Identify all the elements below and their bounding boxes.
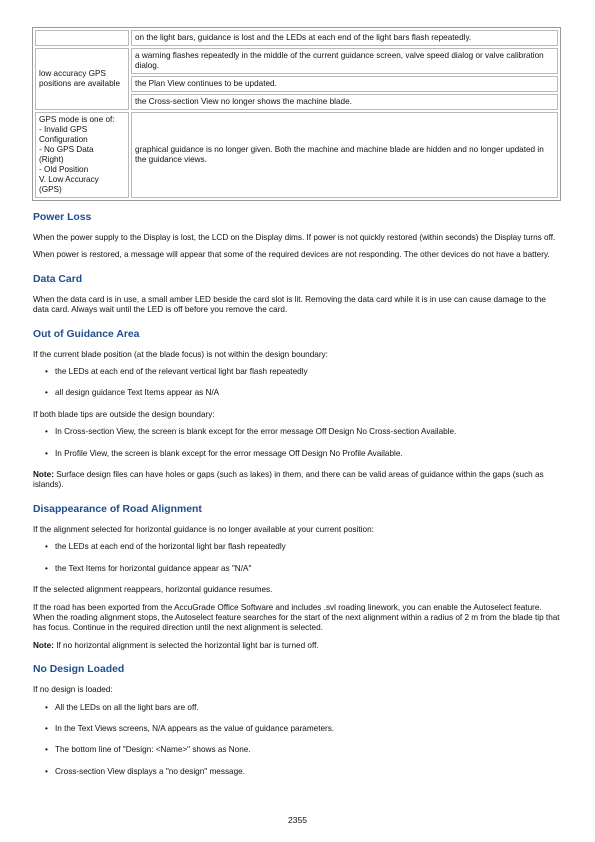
table-cell-empty [35, 30, 129, 46]
list-item-text: the LEDs at each end of the horizontal light bar flash repeatedly [55, 542, 286, 552]
list-item-text: In Cross-section View, the screen is blank except for the error message Off Design No Cross-section Available. [55, 427, 457, 437]
note-label: Note: [33, 470, 54, 480]
paragraph: If no design is loaded: [33, 685, 113, 695]
main-content [33, 211, 561, 788]
bullet-icon: • [45, 563, 48, 573]
bullet-icon: • [45, 542, 48, 552]
list-item [33, 703, 561, 713]
paragraph: If the selected alignment reappears, horizontal guidance resumes. [33, 585, 273, 595]
bullet-icon: • [45, 766, 48, 776]
condition-line: V. Low Accuracy [39, 175, 99, 184]
note-text: If no horizontal alignment is selected the horizontal light bar is turned off. [53, 640, 319, 650]
paragraph: If the alignment selected for horizontal guidance is no longer available at your current position: [33, 524, 374, 534]
list-item [33, 388, 561, 398]
bullet-list [33, 367, 561, 399]
list-item [33, 724, 561, 734]
page-number: 2355 [287, 815, 308, 825]
bullet-icon: • [45, 367, 48, 377]
section-heading-out-of-guidance: Out of Guidance Area [33, 328, 140, 340]
table-row [35, 112, 558, 198]
list-item-text: The bottom line of "Design: <Name>" shows as None. [55, 745, 251, 755]
list-item [33, 449, 561, 459]
list-item [33, 542, 561, 552]
condition-line: - Old Position [39, 165, 89, 174]
condition-line: (Right) [39, 155, 64, 164]
note-paragraph [33, 470, 561, 491]
section-heading-data-card: Data Card [33, 273, 83, 285]
list-item-text: All the LEDs on all the light bars are off. [55, 702, 199, 712]
list-item [33, 427, 561, 437]
paragraph: If both blade tips are outside the design boundary: [33, 409, 215, 419]
list-item [33, 745, 561, 755]
condition-line: - Invalid GPS [39, 125, 88, 134]
list-item [33, 367, 561, 377]
table-cell: the Cross-section View no longer shows the machine blade. [131, 94, 558, 110]
paragraph: When the data card is in use, a small amber LED beside the card slot is lit. Removing the data card while it is in use can cause damage to the data card. Always wait until the LED is off before you remove the card. [33, 294, 546, 315]
bullet-icon: • [45, 427, 48, 437]
list-item-text: In the Text Views screens, N/A appears as the value of guidance parameters. [55, 723, 335, 733]
list-item-text: the LEDs at each end of the relevant vertical light bar flash repeatedly [55, 367, 308, 377]
list-item [33, 564, 561, 574]
list-item-text: all design guidance Text Items appear as N/A [55, 388, 220, 398]
list-item-text: Cross-section View displays a "no design" message. [55, 766, 245, 776]
bullet-list [33, 703, 561, 778]
bullet-icon: • [45, 448, 48, 458]
note-text: Surface design files can have holes or gaps (such as lakes) in them, and there can be valid areas of guidance within the gaps (such as islands). [33, 470, 544, 490]
paragraph: If the current blade position (at the blade focus) is not within the design boundary: [33, 349, 328, 359]
condition-line: Configuration [39, 135, 88, 144]
bullet-list [33, 427, 561, 459]
list-item-text: In Profile View, the screen is blank except for the error message Off Design No Profile Available. [55, 448, 403, 458]
list-item-text: the Text Items for horizontal guidance appear as "N/A" [55, 563, 252, 573]
table-cell-condition [35, 112, 129, 198]
table-cell: on the light bars, guidance is lost and the LEDs at each end of the light bars flash repeatedly. [131, 30, 558, 46]
note-label: Note: [33, 640, 54, 650]
bullet-icon: • [45, 388, 48, 398]
condition-line: - No GPS Data [39, 145, 94, 154]
table-cell: the Plan View continues to be updated. [131, 76, 558, 92]
paragraph: If the road has been exported from the AccuGrade Office Software and includes .svl roading linework, you can enable the Autoselect feature. When the roading alignment stops, the Autoselect feature searches for the start of the next alignment within a radius of 2 m from the blade tip that has focus. Continue in the required direction until the next alignment is selected. [33, 602, 560, 633]
section-heading-power-loss: Power Loss [33, 212, 92, 223]
list-item [33, 767, 561, 777]
bullet-icon: • [45, 723, 48, 733]
section-heading-no-design: No Design Loaded [33, 664, 125, 676]
table-cell: graphical guidance is no longer given. Both the machine and machine blade are hidden and no longer updated in the guidance views. [131, 112, 558, 198]
gps-status-table [32, 27, 561, 201]
section-heading-road-alignment: Disappearance of Road Alignment [33, 503, 202, 515]
table-row [35, 48, 558, 74]
table-row [35, 30, 558, 46]
note-paragraph [33, 641, 561, 651]
condition-line: (GPS) [39, 185, 62, 194]
paragraph: When the power supply to the Display is lost, the LCD on the Display dims. If power is not quickly restored (within seconds) the Display turns off. [33, 233, 556, 242]
paragraph: When power is restored, a message will appear that some of the required devices are not responding. The other devices do not have a battery. [33, 250, 550, 260]
bullet-icon: • [45, 745, 48, 755]
table-cell-condition: low accuracy GPS positions are available [35, 48, 129, 110]
table-cell: a warning flashes repeatedly in the middle of the current guidance screen, valve speed dialog or valve calibration dialog. [131, 48, 558, 74]
bullet-icon: • [45, 702, 48, 712]
condition-line: GPS mode is one of: [39, 115, 115, 124]
bullet-list [33, 542, 561, 574]
